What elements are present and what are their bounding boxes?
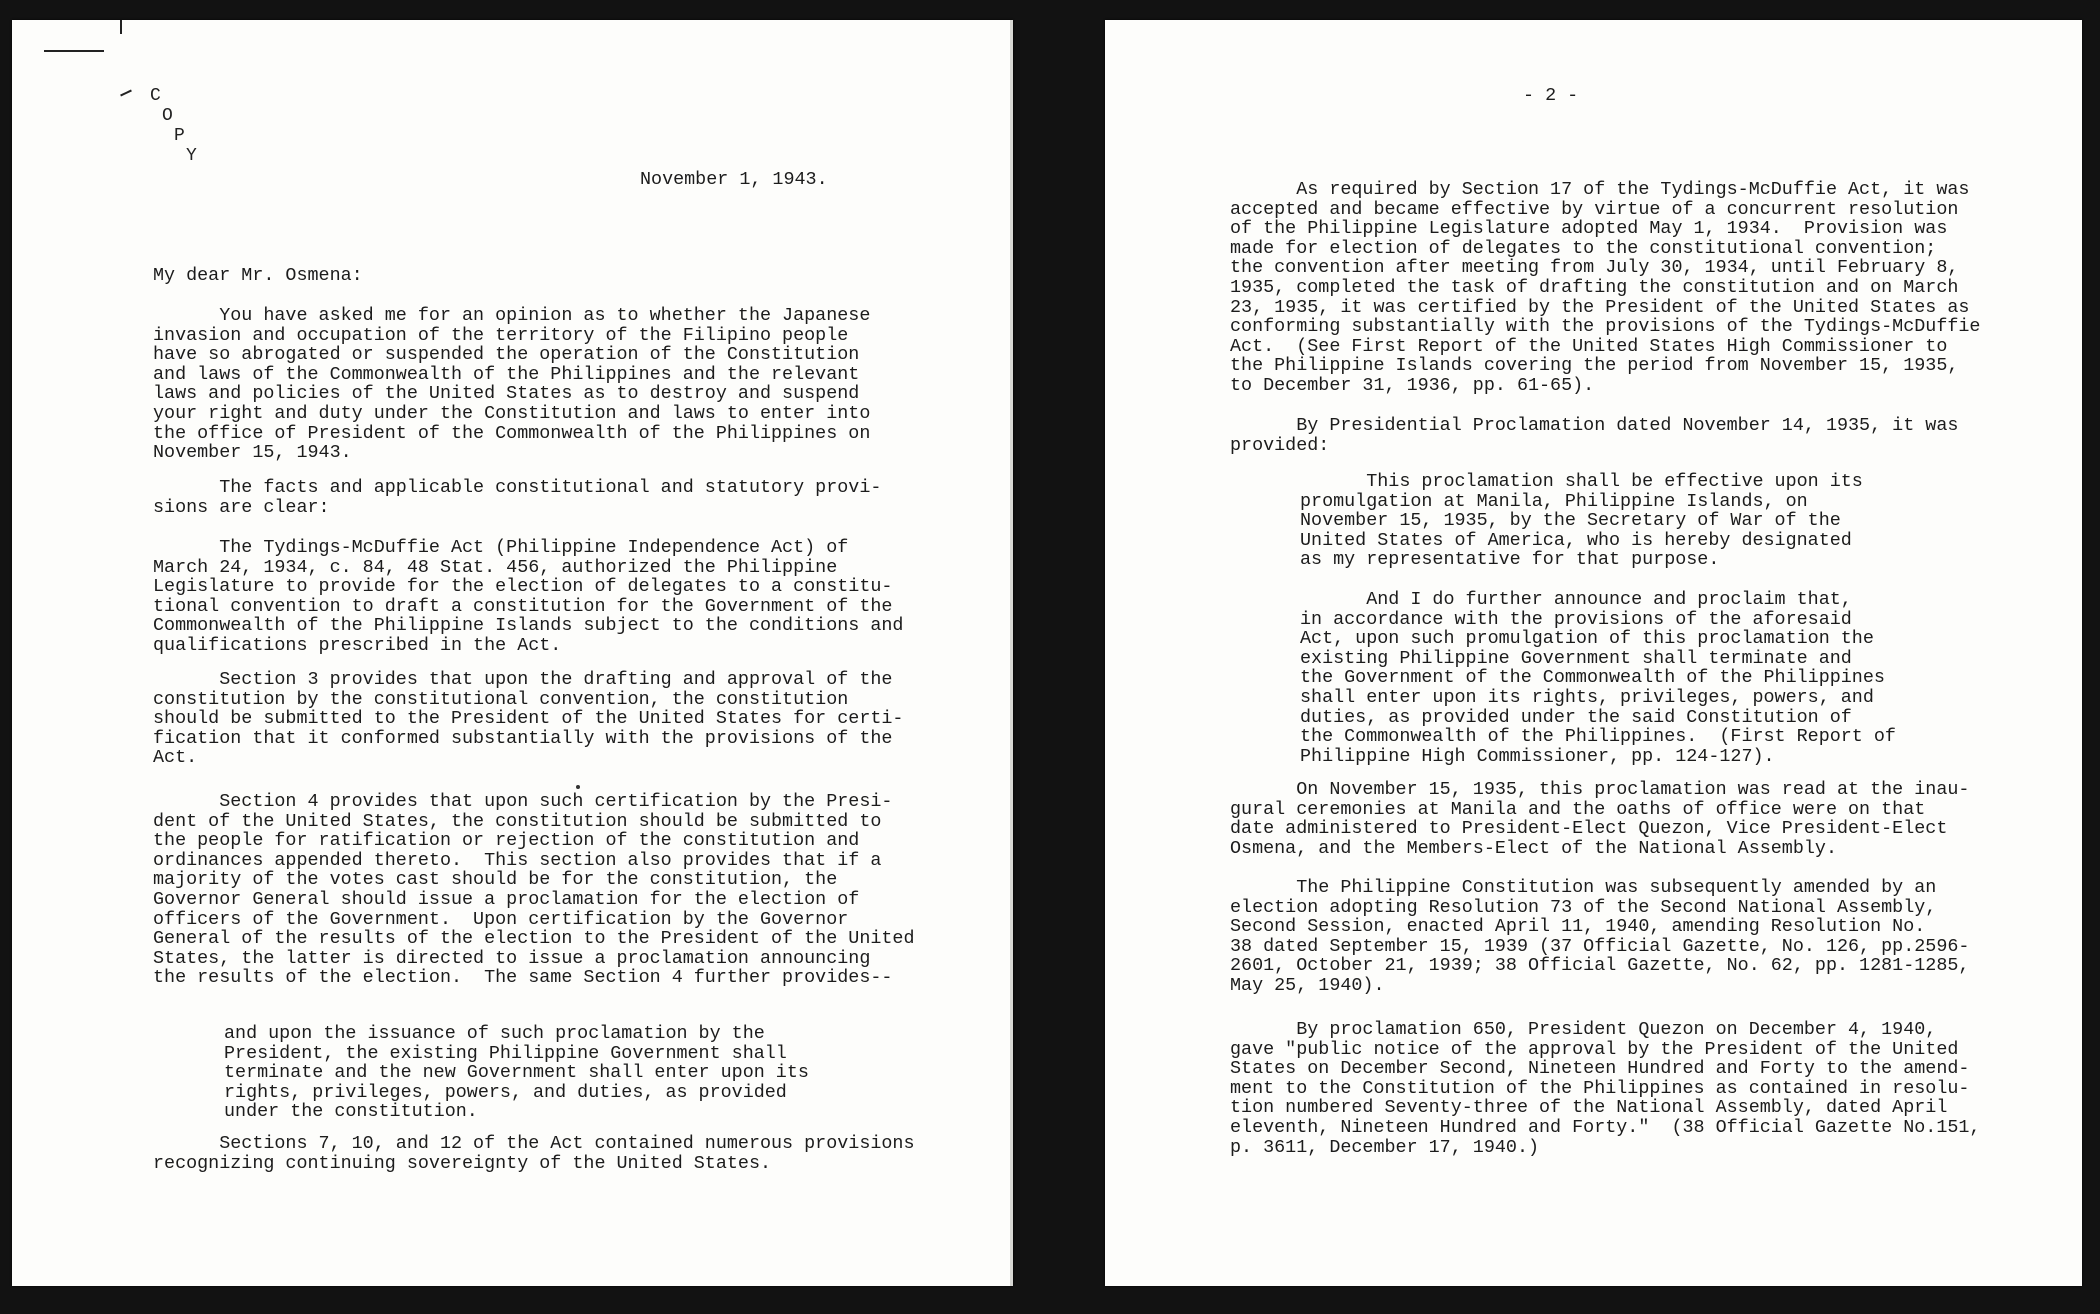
- quote-proclamation-effective: This proclamation shall be effective upon its promulgation at Manila, Philippine Islands, on November 15, 1935, by the Secretary of War of the United States of America, who is hereby designated as my representative for that purpose.: [1300, 471, 1863, 571]
- paragraph-proclamation-650: By proclamation 650, President Quezon on December 4, 1940, gave "public notice of the approval by the President of the United States on December Second, Nineteen Hundred and Forty to the amend- ment to the Constitution of the Philippines as contained in resolu- tion numbered Seventy-three of the National Assembly, dated April eleventh, Nineteen Hundred and Forty." (38 Official Gazette No.151, p. 3611, December 17, 1940.): [1230, 1019, 1981, 1158]
- copy-letter-y: Y: [186, 146, 197, 166]
- salutation: My dear Mr. Osmena:: [153, 265, 363, 286]
- paragraph-constitution-amended: The Philippine Constitution was subsequently amended by an election adopting Resolution 73 of the Second National Assembly, Second Session, enacted April 11, 1940, amending Resolution No. 38 dated September 15, 1939 (37 Official Gazette, No. 126, pp.2596- 2601, October 21, 1939; 38 Official Gazette, No. 62, pp. 1281-1285, May 25, 1940).: [1230, 877, 1970, 996]
- paragraph-section-3: Section 3 provides that upon the drafting and approval of the constitution by the constitutional convention, the constitution should be submitted to the President of the United States for certi- fication that it conformed substantially with the provisions of the Act.: [153, 669, 904, 769]
- scan-mark: [120, 90, 132, 97]
- paragraph-inaugural-ceremonies: On November 15, 1935, this proclamation was read at the inau- gural ceremonies at Manila and the oaths of office were on that date administered to President-Elect Quezon, Vice President-Elect Osmena, and the Members-Elect of the National Assembly.: [1230, 779, 1970, 859]
- paragraph-facts: The facts and applicable constitutional and statutory provi- sions are clear:: [153, 477, 882, 518]
- scan-mark: [44, 50, 104, 52]
- letter-date: November 1, 1943.: [640, 169, 828, 190]
- quoted-provision: and upon the issuance of such proclamation by the President, the existing Philippine Government shall terminate and the new Government shall enter upon its rights, privileges, powers, and duties, as provided under the constitution.: [224, 1023, 809, 1123]
- paragraph-section-4: Section 4 provides that upon such certification by the Presi- dent of the United States, the constitution should be submitted to the people for ratification or rejection of the constitution and ordinances appended thereto. This section also provides that if a majority of the votes cast should be for the constitution, the Governor General should issue a proclamation for the election of officers of the Government. Upon certification by the Governor General of the results of the election to the President of the United States, the latter is directed to issue a proclamation announcing the results of the election. The same Section 4 further provides--: [153, 791, 915, 989]
- paragraph-sovereignty: Sections 7, 10, and 12 of the Act contained numerous provisions recognizing continuing sovereignty of the United States.: [153, 1133, 915, 1174]
- paragraph-presidential-proclamation: By Presidential Proclamation dated November 14, 1935, it was provided:: [1230, 415, 1959, 456]
- scan-dot: [576, 785, 580, 789]
- paragraph-tydings-mcduffie: The Tydings-McDuffie Act (Philippine Independence Act) of March 24, 1934, c. 84, 48 Stat. 456, authorized the Philippine Legislature to provide for the election of delegates to a constitu- tional convention to draft a constitution for the Government of the Commonwealth of the Philippine Islands subject to the conditions and qualifications prescribed in the Act.: [153, 537, 904, 656]
- copy-letter-p: P: [174, 126, 185, 146]
- paragraph-section-17: As required by Section 17 of the Tydings-McDuffie Act, it was accepted and became effective by virtue of a concurrent resolution of the Philippine Legislature adopted May 1, 1934. Provision was made for election of delegates to the constitutional convention; the convention after meeting from July 30, 1934, until February 8, 1935, completed the task of drafting the constitution and on March 23, 1935, it was certified by the President of the United States as conforming substantially with the provisions of the Tydings-McDuffie Act. (See First Report of the United States High Commissioner to the Philippine Islands covering the period from November 15, 1935, to December 31, 1936, pp. 61-65).: [1230, 179, 1981, 396]
- scan-mark: [120, 20, 122, 34]
- letter-page-2: [1105, 20, 2082, 1286]
- letter-page-1: [12, 20, 1013, 1286]
- page-number: - 2 -: [1523, 85, 1579, 106]
- copy-letter-c: C: [150, 86, 161, 106]
- quote-proclamation-announce: And I do further announce and proclaim that, in accordance with the provisions of the aforesaid Act, upon such promulgation of this proclamation the existing Philippine Government shall terminate and the Government of the Commonwealth of the Philippines shall enter upon its rights, privileges, powers, and duties, as provided under the said Constitution of the Commonwealth of the Philippines. (First Report of Philippine High Commissioner, pp. 124-127).: [1300, 589, 1896, 767]
- copy-letter-o: O: [162, 106, 173, 126]
- paragraph-opinion-request: You have asked me for an opinion as to whether the Japanese invasion and occupation of the territory of the Filipino people have so abrogated or suspended the operation of the Constitution and laws of the Commonwealth of the Philippines and the relevant laws and policies of the United States as to destroy and suspend your right and duty under the Constitution and laws to enter into the office of President of the Commonwealth of the Philippines on November 15, 1943.: [153, 305, 871, 464]
